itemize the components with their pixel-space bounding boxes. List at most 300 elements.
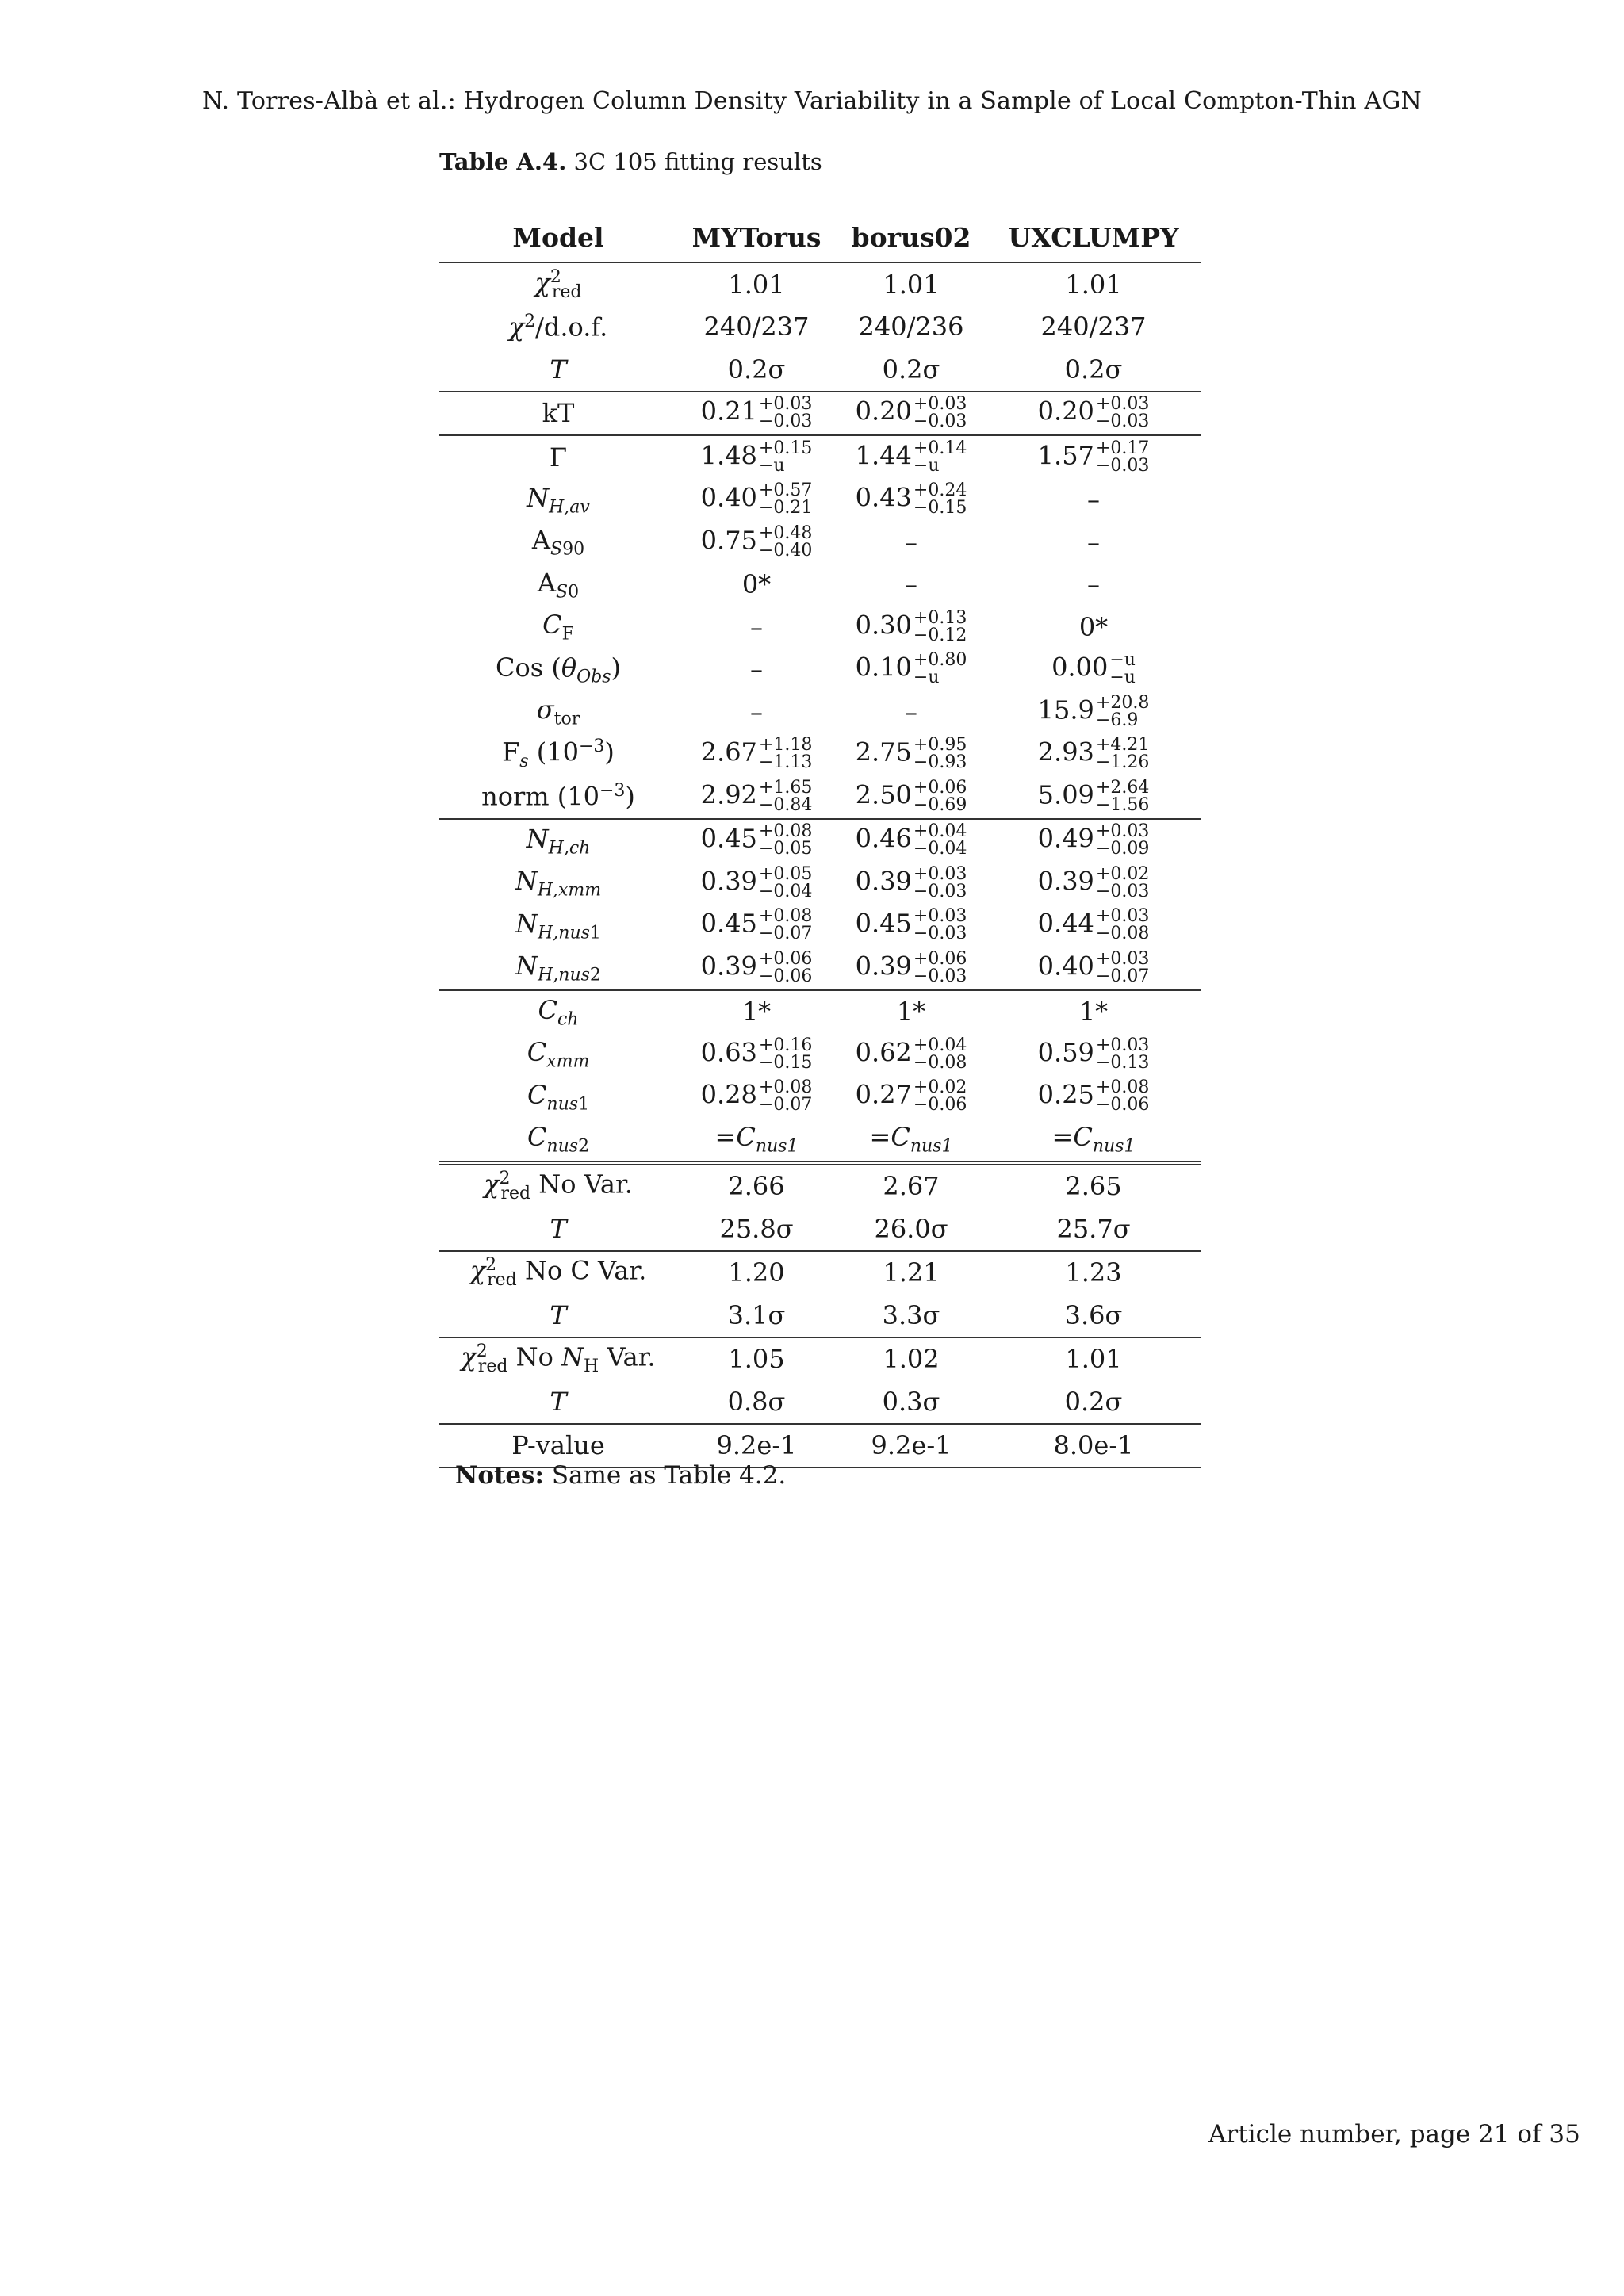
cell — [986, 905, 1201, 947]
cell — [677, 479, 836, 522]
lower-error: −0.12 — [913, 625, 967, 645]
row-as0 — [439, 564, 1201, 607]
value: 0.49 — [1037, 823, 1094, 854]
cell — [677, 862, 836, 905]
cell: 1.01 — [883, 269, 940, 300]
label-nh-av: $N_{H,av}$ — [527, 482, 590, 517]
cell: 0* — [741, 569, 772, 600]
cell: 1.23 — [986, 1251, 1201, 1295]
lower-error: −u — [913, 668, 940, 688]
cell: – — [750, 696, 763, 727]
error-bounds — [759, 779, 812, 814]
label-sigma: $\sigma_{tor}$ — [536, 695, 580, 729]
label-t: T — [550, 354, 567, 385]
cell — [986, 435, 1201, 479]
lower-error: −0.07 — [758, 1095, 813, 1115]
cell — [986, 392, 1201, 436]
error-bounds — [759, 396, 812, 430]
value: 0.39 — [700, 951, 757, 982]
label-t: T — [550, 1299, 567, 1330]
cell — [677, 775, 836, 819]
value: 0.43 — [855, 482, 912, 513]
upper-error: +0.80 — [913, 650, 967, 671]
cell: 2.67 — [836, 1163, 986, 1208]
cell: 1* — [677, 990, 836, 1034]
error-bounds — [914, 440, 967, 475]
label-as90: $A_{S90}$ — [531, 525, 585, 560]
cell — [836, 862, 986, 905]
caption-label: Table A.4. — [439, 148, 567, 175]
cell: 1.01 — [728, 269, 785, 300]
value: 0.21 — [700, 396, 757, 427]
upper-error: +0.06 — [913, 948, 967, 969]
value: 0.40 — [1037, 951, 1094, 982]
cell — [836, 435, 986, 479]
upper-error: +0.24 — [913, 480, 967, 501]
value: 2.93 — [1037, 737, 1094, 767]
label-nh-nus1: $N_{H,nus1}$ — [515, 908, 601, 943]
row-as90 — [439, 521, 1201, 564]
row-c-nus1 — [439, 1076, 1201, 1119]
value: 0.46 — [855, 823, 912, 854]
cell: 240/237 — [703, 312, 810, 342]
row-gamma — [439, 435, 1201, 479]
cell — [677, 1076, 836, 1119]
cell — [677, 521, 836, 564]
row-nocvar-chi — [439, 1251, 1201, 1295]
cell — [986, 775, 1201, 819]
upper-error: +0.14 — [913, 438, 967, 458]
header-model: Model — [512, 221, 604, 253]
cell: – — [750, 611, 763, 642]
row-kt — [439, 392, 1201, 436]
cell-c-nus2: $=C_{nus1}$ — [1051, 1122, 1136, 1157]
cell: 8.0e-1 — [986, 1424, 1201, 1468]
value: 0.39 — [700, 866, 757, 897]
value: 0.20 — [1037, 396, 1094, 427]
lower-error: −0.08 — [1095, 924, 1150, 944]
lower-error: −0.93 — [913, 752, 967, 773]
lower-error: −0.07 — [758, 924, 813, 944]
value: 1.57 — [1037, 440, 1094, 471]
upper-error: +0.03 — [1095, 394, 1150, 415]
label-c-ch: $C_{ch}$ — [439, 990, 677, 1034]
cell: 2.66 — [677, 1163, 836, 1208]
row-t — [439, 348, 1201, 392]
cell: 0.2σ — [1064, 354, 1123, 385]
lower-error: −0.40 — [758, 540, 813, 561]
table-notes — [455, 1461, 786, 1490]
value: 0.62 — [855, 1037, 912, 1068]
page-footer: Article number, page 21 of 35 — [1208, 2120, 1580, 2149]
lower-error: −0.03 — [1095, 411, 1150, 432]
lower-error: −0.04 — [913, 839, 967, 859]
label-nocvar-chi: $\chi^2_{red}$ No C Var. — [439, 1251, 677, 1295]
cell — [677, 905, 836, 947]
cell: 1.05 — [677, 1337, 836, 1381]
cell: 1.01 — [1065, 269, 1122, 300]
error-bounds — [758, 863, 813, 901]
label-cf: $C_F$ — [542, 610, 574, 645]
cell: – — [1087, 569, 1100, 600]
upper-error: +0.08 — [758, 1077, 813, 1098]
label-nh-xmm: $N_{H,xmm}$ — [515, 866, 602, 901]
label-nonhvar-chi: $\chi^2_{red}$ No $N_H$ Var. — [439, 1337, 677, 1381]
error-bounds — [1096, 779, 1149, 814]
upper-error: +0.95 — [913, 735, 967, 756]
lower-error: −u — [758, 455, 785, 476]
value: 2.50 — [855, 779, 912, 810]
value: 0.25 — [1037, 1079, 1094, 1110]
cell: 0.2σ — [727, 354, 786, 385]
row-c-ch — [439, 990, 1201, 1034]
upper-error: +20.8 — [1095, 692, 1150, 713]
error-bounds — [914, 482, 967, 517]
upper-error: −u — [1109, 650, 1136, 671]
upper-error: +0.05 — [758, 863, 813, 884]
error-bounds — [914, 1079, 967, 1114]
label-nh-ch: $N_{H,ch}$ — [439, 819, 677, 863]
cell: 3.3σ — [882, 1299, 940, 1330]
lower-error: −0.06 — [1095, 1095, 1150, 1115]
value: 0.00 — [1051, 652, 1109, 683]
cell: 1.21 — [836, 1251, 986, 1295]
cell: 3.6σ — [1064, 1299, 1123, 1330]
lower-error: −1.26 — [1095, 752, 1150, 773]
error-bounds — [914, 908, 967, 943]
upper-error: +0.16 — [758, 1035, 813, 1055]
value: 1.48 — [700, 440, 757, 471]
header-uxclumpy: UXCLUMPY — [1008, 221, 1179, 253]
cell: 1.20 — [677, 1251, 836, 1295]
row-nonhvar-chi — [439, 1337, 1201, 1381]
error-bounds — [914, 652, 967, 687]
value: 5.09 — [1037, 779, 1094, 810]
lower-error: −1.13 — [758, 752, 813, 773]
cell — [836, 733, 986, 776]
value: 0.28 — [700, 1079, 757, 1110]
row-c-xmm — [439, 1033, 1201, 1076]
upper-error: +0.15 — [758, 438, 813, 458]
error-bounds — [1096, 823, 1149, 858]
row-nh-xmm — [439, 862, 1201, 905]
cell: – — [905, 569, 917, 600]
upper-error: +0.08 — [758, 906, 813, 927]
upper-error: +0.48 — [758, 522, 813, 543]
cell — [986, 733, 1201, 776]
cell: – — [905, 526, 917, 557]
value: 1.44 — [855, 440, 912, 471]
upper-error: +0.03 — [1095, 906, 1150, 927]
error-bounds — [758, 522, 813, 561]
lower-error: −0.03 — [913, 881, 967, 901]
row-cf — [439, 606, 1201, 649]
row-nh-av — [439, 479, 1201, 522]
upper-error: +0.04 — [913, 821, 967, 842]
error-bounds — [914, 1037, 967, 1072]
lower-error: −0.03 — [758, 411, 813, 432]
error-bounds — [758, 948, 813, 986]
cell: 240/237 — [1040, 312, 1147, 342]
cell: 0.3σ — [882, 1386, 940, 1417]
error-bounds — [914, 823, 967, 858]
row-novar-chi — [439, 1163, 1201, 1208]
lower-error: −0.69 — [913, 794, 967, 815]
row-sigma — [439, 691, 1201, 733]
error-bounds — [1095, 948, 1150, 986]
header-row — [439, 212, 1201, 262]
value: 2.67 — [700, 737, 757, 767]
cell — [836, 649, 986, 691]
cell-c-nus2: $=C_{nus1}$ — [869, 1122, 953, 1157]
cell — [986, 947, 1201, 990]
row-novar-t — [439, 1207, 1201, 1251]
cell: 9.2e-1 — [677, 1424, 836, 1468]
cell — [836, 775, 986, 819]
row-cos — [439, 649, 1201, 691]
error-bounds — [1109, 652, 1136, 687]
error-bounds — [913, 607, 967, 645]
error-bounds — [914, 396, 967, 430]
upper-error: +0.06 — [913, 777, 967, 798]
error-bounds — [759, 908, 812, 943]
upper-error: +0.04 — [913, 1035, 967, 1055]
error-bounds — [913, 863, 967, 901]
notes-text: Same as Table 4.2. — [551, 1461, 787, 1490]
lower-error: −0.09 — [1095, 839, 1150, 859]
value: 0.45 — [700, 908, 757, 939]
error-bounds — [759, 823, 812, 858]
row-chi-dof — [439, 306, 1201, 349]
cell — [836, 1033, 986, 1076]
label-fs: $F_s$ $(10^{-3})$ — [502, 737, 615, 772]
value: 0.45 — [855, 908, 912, 939]
row-chi-red — [439, 262, 1201, 306]
row-norm — [439, 775, 1201, 819]
table-caption — [439, 148, 822, 175]
value: 0.39 — [1037, 866, 1094, 897]
lower-error: −0.15 — [913, 498, 967, 519]
cell — [677, 733, 836, 776]
cell: 240/236 — [858, 312, 964, 342]
lower-error: −u — [1109, 668, 1136, 688]
error-bounds — [1095, 863, 1150, 901]
lower-error: −0.08 — [913, 1052, 967, 1073]
row-nh-nus1 — [439, 905, 1201, 947]
row-fs — [439, 733, 1201, 776]
lower-error: −0.03 — [1095, 881, 1150, 901]
label-c-xmm: $C_{xmm}$ — [527, 1037, 590, 1072]
upper-error: +4.21 — [1095, 735, 1150, 756]
cell: 2.65 — [986, 1163, 1201, 1208]
cell — [836, 947, 986, 990]
cell: 25.8σ — [719, 1213, 794, 1244]
row-nh-ch — [439, 819, 1201, 863]
label-as0: $A_{S0}$ — [537, 567, 580, 602]
cell — [677, 392, 836, 436]
upper-error: +0.03 — [913, 906, 967, 927]
upper-error: +0.03 — [913, 863, 967, 884]
lower-error: −u — [913, 455, 940, 476]
error-bounds — [1096, 908, 1149, 943]
lower-error: −0.03 — [913, 924, 967, 944]
upper-error: +0.17 — [1095, 438, 1150, 458]
value: 0.63 — [700, 1037, 757, 1068]
cell — [677, 819, 836, 863]
error-bounds — [1096, 1079, 1149, 1114]
cell: 3.1σ — [727, 1299, 786, 1330]
lower-error: −0.06 — [758, 966, 813, 986]
cell: 1.01 — [986, 1337, 1201, 1381]
error-bounds — [759, 1037, 812, 1072]
cell: 0.2σ — [1064, 1386, 1123, 1417]
cell — [836, 392, 986, 436]
lower-error: −0.03 — [1095, 455, 1150, 476]
cell — [677, 947, 836, 990]
cell — [986, 649, 1201, 691]
value: 0.30 — [855, 610, 912, 641]
error-bounds — [1096, 440, 1149, 475]
error-bounds — [913, 948, 967, 986]
cell — [986, 862, 1201, 905]
value: 2.92 — [700, 779, 757, 810]
upper-error: +0.03 — [1095, 948, 1150, 969]
cell — [836, 479, 986, 522]
lower-error: −0.04 — [758, 881, 813, 901]
value: 0.45 — [700, 823, 757, 854]
upper-error: +0.02 — [1095, 863, 1150, 884]
cell: – — [905, 696, 917, 727]
cell: 25.7σ — [1056, 1213, 1131, 1244]
label-pvalue: P-value — [439, 1424, 677, 1468]
cell-c-nus2: $=C_{nus1}$ — [714, 1122, 799, 1157]
label-nh-nus2: $N_{H,nus2}$ — [515, 951, 601, 985]
cell — [986, 691, 1201, 733]
value: 0.44 — [1037, 908, 1094, 939]
upper-error: +0.02 — [913, 1077, 967, 1098]
row-nh-nus2 — [439, 947, 1201, 990]
error-bounds — [759, 440, 812, 475]
cell — [677, 435, 836, 479]
upper-error: +1.18 — [758, 735, 813, 756]
label-chi-dof: $\chi^2/d.o.f$. — [508, 311, 608, 342]
cell: 26.0σ — [874, 1213, 948, 1244]
lower-error: −0.84 — [758, 794, 813, 815]
cell: – — [1087, 484, 1100, 515]
cell: 0.2σ — [882, 354, 940, 385]
value: 0.59 — [1037, 1037, 1094, 1068]
fitting-results-table — [439, 212, 1201, 1468]
lower-error: −0.03 — [913, 411, 967, 432]
error-bounds — [914, 779, 967, 814]
error-bounds — [1096, 396, 1149, 430]
error-bounds — [1095, 692, 1150, 730]
cell: 0.8σ — [727, 1386, 786, 1417]
lower-error: −0.15 — [758, 1052, 813, 1073]
value: 0.39 — [855, 866, 912, 897]
cell — [836, 819, 986, 863]
cell — [677, 1033, 836, 1076]
label-c-nus2: $C_{nus2}$ — [527, 1122, 590, 1157]
cell: 1* — [986, 990, 1201, 1034]
label-cos: Cos $(\theta_{Obs})$ — [496, 652, 621, 687]
label-novar-chi: $\chi^2_{red}$ No Var. — [439, 1163, 677, 1208]
cell: – — [1087, 526, 1100, 557]
row-nonhvar-t — [439, 1380, 1201, 1424]
value: 0.40 — [700, 482, 757, 513]
cell — [836, 905, 986, 947]
value: 0.10 — [855, 652, 912, 683]
lower-error: −0.05 — [758, 839, 813, 859]
lower-error: −0.13 — [1095, 1052, 1150, 1073]
error-bounds — [1096, 737, 1149, 771]
cell — [836, 1076, 986, 1119]
error-bounds — [1096, 1037, 1149, 1072]
cell: 1.02 — [836, 1337, 986, 1381]
upper-error: +0.03 — [1095, 821, 1150, 842]
label-c-nus1: $C_{nus1}$ — [527, 1079, 590, 1114]
caption-text: 3C 105 fitting results — [573, 148, 822, 175]
lower-error: −0.03 — [913, 966, 967, 986]
lower-error: −6.9 — [1095, 710, 1139, 730]
value: 0.39 — [855, 951, 912, 982]
label-kt: kT — [439, 392, 677, 436]
value: 0.27 — [855, 1079, 912, 1110]
upper-error: +2.64 — [1095, 777, 1150, 798]
upper-error: +0.08 — [758, 821, 813, 842]
error-bounds — [759, 737, 812, 771]
cell: – — [750, 654, 763, 685]
cell: 9.2e-1 — [836, 1424, 986, 1468]
cell — [986, 1076, 1201, 1119]
label-chi-red: $\chi^2_{red}$ — [534, 266, 582, 302]
value: 0.20 — [855, 396, 912, 427]
value: 15.9 — [1037, 695, 1094, 725]
lower-error: −1.56 — [1095, 794, 1150, 815]
cell — [986, 1033, 1201, 1076]
value: 2.75 — [855, 737, 912, 767]
label-t: T — [550, 1386, 567, 1417]
upper-error: +0.03 — [913, 394, 967, 415]
upper-error: +0.08 — [1095, 1077, 1150, 1098]
upper-error: +0.13 — [913, 607, 967, 628]
lower-error: −0.07 — [1095, 966, 1150, 986]
label-gamma: Γ — [439, 435, 677, 479]
error-bounds — [759, 482, 812, 517]
row-nocvar-t — [439, 1294, 1201, 1337]
running-head: N. Torres-Albà et al.: Hydrogen Column Density Variability in a Sample of Local Compton-Thin AGN — [202, 87, 1422, 115]
cell: 0* — [1078, 611, 1109, 642]
upper-error: +0.06 — [758, 948, 813, 969]
error-bounds — [759, 1079, 812, 1114]
row-c-nus2 — [439, 1118, 1201, 1163]
notes-label: Notes: — [455, 1461, 544, 1490]
value: 0.75 — [700, 525, 757, 556]
lower-error: −0.21 — [758, 498, 813, 519]
cell — [986, 819, 1201, 863]
lower-error: −0.06 — [913, 1095, 967, 1115]
cell — [836, 606, 986, 649]
upper-error: +0.57 — [758, 480, 813, 501]
cell: 1* — [836, 990, 986, 1034]
header-mytorus: MYTorus — [691, 221, 822, 253]
label-t: T — [550, 1213, 567, 1244]
label-norm: norm $(10^{-3})$ — [481, 781, 635, 813]
error-bounds — [914, 737, 967, 771]
header-borus02: borus02 — [851, 221, 971, 253]
upper-error: +0.03 — [758, 394, 813, 415]
upper-error: +0.03 — [1095, 1035, 1150, 1055]
